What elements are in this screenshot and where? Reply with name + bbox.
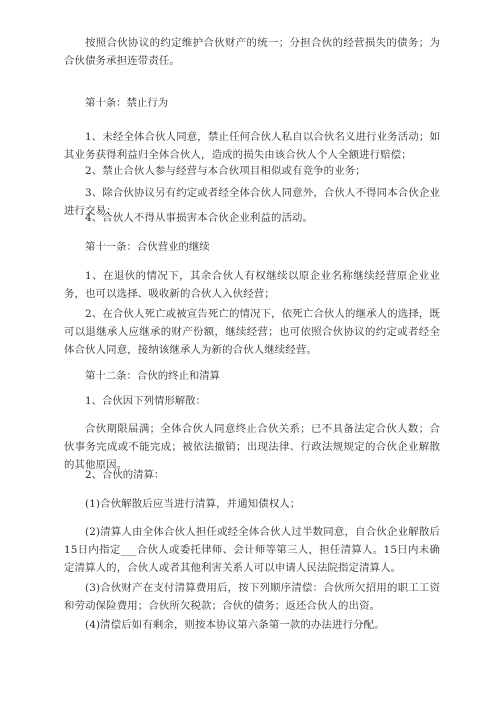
article-10-item-3: 3、除合伙协议另有约定或者经全体合伙人同意外，合伙人不得同本合伙企业进行交易；	[64, 187, 440, 217]
article-12-sub-1-heading: 1、合伙因下列情形解散：	[85, 395, 206, 407]
paragraph-partner-duties: 按照合伙协议的约定维护合伙财产的统一；分担合伙的经营损失的债务；为合伙债务承担连带责任。	[64, 37, 440, 67]
article-12-sub-2-heading: 2、合伙的清算：	[85, 469, 165, 481]
article-12-item-4: (4)清偿后如有剩余，则按本协议第六条第一款的办法进行分配。	[85, 619, 385, 631]
article-10-item-4: 4、合伙人不得从事损害本合伙企业利益的活动。	[85, 212, 314, 224]
article-12-item-1: (1)合伙解散后应当进行清算，并通知债权人；	[85, 498, 301, 510]
article-12-item-3: (3)合伙财产在支付清算费用后，按下列顺序清偿：合伙所欠招用的职工工资和劳动保险费用；合伙所欠税款；合伙的债务；返还合伙人的出资。	[64, 582, 440, 612]
article-10-heading: 第十条：禁止行为	[85, 97, 169, 109]
article-12-heading: 第十二条：合伙的终止和清算	[85, 370, 221, 382]
article-12-item-2: (2)清算人由全体合伙人担任或经全体合伙人过半数同意，自合伙企业解散后15日内指定___合伙人或委托律师、会计师等第三人，担任清算人。15日内未确定清算人的，合伙人或者其他利害关系人可以申请人民法院指定清算人。	[64, 526, 440, 574]
article-11-item-1: 1、在退伙的情况下，其余合伙人有权继续以原企业名称继续经营原企业业务，也可以选择、吸收新的合伙人入伙经营；	[64, 270, 440, 300]
article-10-item-2: 2、禁止合伙人参与经营与本合伙项目相似或有竞争的业务；	[85, 165, 366, 177]
article-10-item-1: 1、未经全体合伙人同意，禁止任何合伙人私自以合伙名义进行业务活动；如其业务获得利益归全体合伙人，造成的损失由该合伙人个人全额进行赔偿；	[64, 131, 440, 161]
article-11-item-2: 2、在合伙人死亡或被宣告死亡的情况下，依死亡合伙人的继承人的选择，既可以退继承人应继承的财产份额，继续经营；也可依照合伙协议的约定或者经全体合伙人同意，接纳该继承人为新的合伙人继续经营。	[64, 308, 440, 356]
article-11-heading: 第十一条：合伙营业的继续	[85, 241, 210, 253]
article-12-sub-1-text: 合伙期限届满；全体合伙人同意终止合伙关系；已不具备法定合伙人数；合伙事务完成或不能完成；被依法撤销；出现法律、行政法规规定的合伙企业解散的其他原因。	[64, 423, 440, 471]
